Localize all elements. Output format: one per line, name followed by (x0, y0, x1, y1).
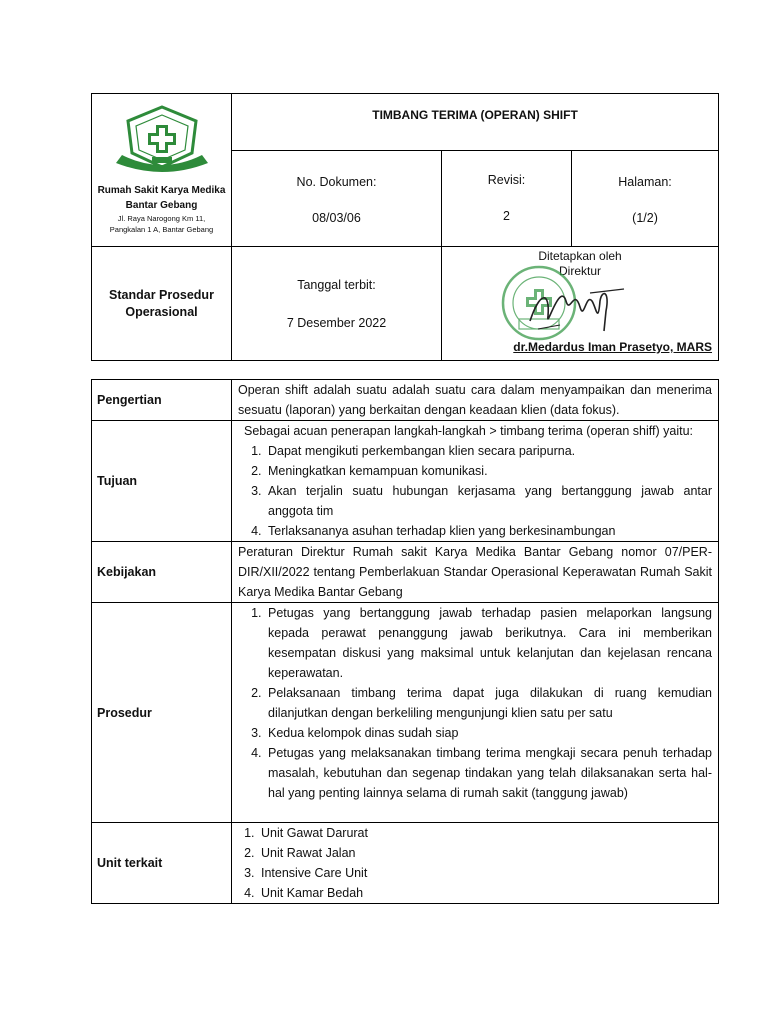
list-item: 2. Unit Rawat Jalan (258, 843, 712, 863)
prosedur-list (238, 603, 712, 803)
revision-cell (442, 151, 572, 247)
document-title-cell (232, 94, 719, 151)
issue-date-label: Tanggal terbit: (297, 277, 376, 292)
sop-title-cell (92, 247, 232, 361)
section-text-pengertian: Operan shift adalah suatu adalah suatu cara dalam menyampaikan dan menerima sesuatu (laporan) yang berkaitan dengan keadaan klien (data fokus). (232, 380, 719, 421)
tujuan-intro: Sebagai acuan penerapan langkah-langkah > timbang terima (operan shiff) yaitu: (244, 424, 694, 438)
section-label-tujuan: Tujuan (92, 421, 232, 542)
hospital-name: Rumah Sakit Karya Medika Bantar Gebang (97, 185, 226, 211)
director-name: dr.Medardus Iman Prasetyo, MARS (513, 340, 713, 354)
section-row-kebijakan (92, 542, 719, 603)
issue-date-value: 7 Desember 2022 (286, 315, 387, 330)
list-item: 3. Intensive Care Unit (258, 863, 712, 883)
list-item: 4. Unit Kamar Bedah (258, 883, 712, 903)
unit-list (238, 823, 712, 903)
document-title: TIMBANG TERIMA (OPERAN) SHIFT (372, 108, 578, 122)
document-header-table (91, 93, 719, 361)
hospital-logo-icon (112, 105, 212, 177)
list-item: 1. Unit Gawat Darurat (258, 823, 712, 843)
approval-cell (442, 247, 719, 361)
revision-label: Revisi: (487, 173, 526, 187)
list-item: 2. Pelaksanaan timbang terima dapat juga dilakukan di ruang kemudian dilanjutkan dengan berkeliling mengunjungi klien satu per satu (265, 683, 712, 723)
sop-title: Standar Prosedur Operasional (109, 287, 214, 319)
tujuan-list (238, 441, 712, 541)
section-content-tujuan (232, 421, 719, 542)
section-row-unit-terkait (92, 823, 719, 904)
list-item: 3. Kedua kelompok dinas sudah siap (265, 723, 712, 743)
section-label-kebijakan: Kebijakan (92, 542, 232, 603)
section-text-kebijakan: Peraturan Direktur Rumah sakit Karya Medika Bantar Gebang nomor 07/PER-DIR/XII/2022 tentang Pemberlakuan Standar Operasional Keperawatan Rumah Sakit Karya Medika Bantar Gebang (232, 542, 719, 603)
section-content-unit-terkait (232, 823, 719, 904)
section-row-prosedur (92, 603, 719, 823)
list-item: 2. Meningkatkan kemampuan komunikasi. (265, 461, 712, 481)
page-label: Halaman: (618, 175, 672, 189)
doc-number-value: 08/03/06 (312, 211, 361, 225)
hospital-identity-cell (92, 94, 232, 247)
approval-text: Ditetapkan oleh Direktur (538, 249, 622, 278)
section-label-prosedur: Prosedur (92, 603, 232, 823)
section-label-pengertian: Pengertian (92, 380, 232, 421)
list-item: 1. Petugas yang bertanggung jawab terhadap pasien melaporkan langsung kepada perawat penanggung jawab berikutnya. Cara ini memberikan kesempatan diskusi yang maksimal untuk kelanjutan dan kejelasan rencana keperawatan. (265, 603, 712, 683)
revision-value: 2 (503, 209, 510, 223)
section-content-prosedur (232, 603, 719, 823)
sop-content-table (91, 379, 719, 904)
hospital-address: Jl. Raya Narogong Km 11, Pangkalan 1 A, Bantar Gebang (109, 214, 214, 234)
list-item: 3. Akan terjalin suatu hubungan kerjasama yang bertanggung jawab antar anggota tim (265, 481, 712, 521)
list-item: 1. Dapat mengikuti perkembangan klien secara paripurna. (265, 441, 712, 461)
director-signature-icon (520, 271, 630, 343)
page-value: (1/2) (632, 211, 658, 225)
section-label-unit-terkait: Unit terkait (92, 823, 232, 904)
page-cell (572, 151, 719, 247)
section-row-tujuan (92, 421, 719, 542)
doc-number-cell (232, 151, 442, 247)
doc-number-label: No. Dokumen: (296, 175, 377, 189)
section-row-pengertian (92, 380, 719, 421)
list-item: 4. Petugas yang melaksanakan timbang terima mengkaji secara penuh terhadap masalah, kebutuhan dan segenap tindakan yang telah dilaksanakan serta hal-hal yang penting lainnya selama di rumah sakit (tanggung jawab) (265, 743, 712, 803)
issue-date-cell (232, 247, 442, 361)
list-item: 4. Terlaksananya asuhan terhadap klien yang berkesinambungan (265, 521, 712, 541)
